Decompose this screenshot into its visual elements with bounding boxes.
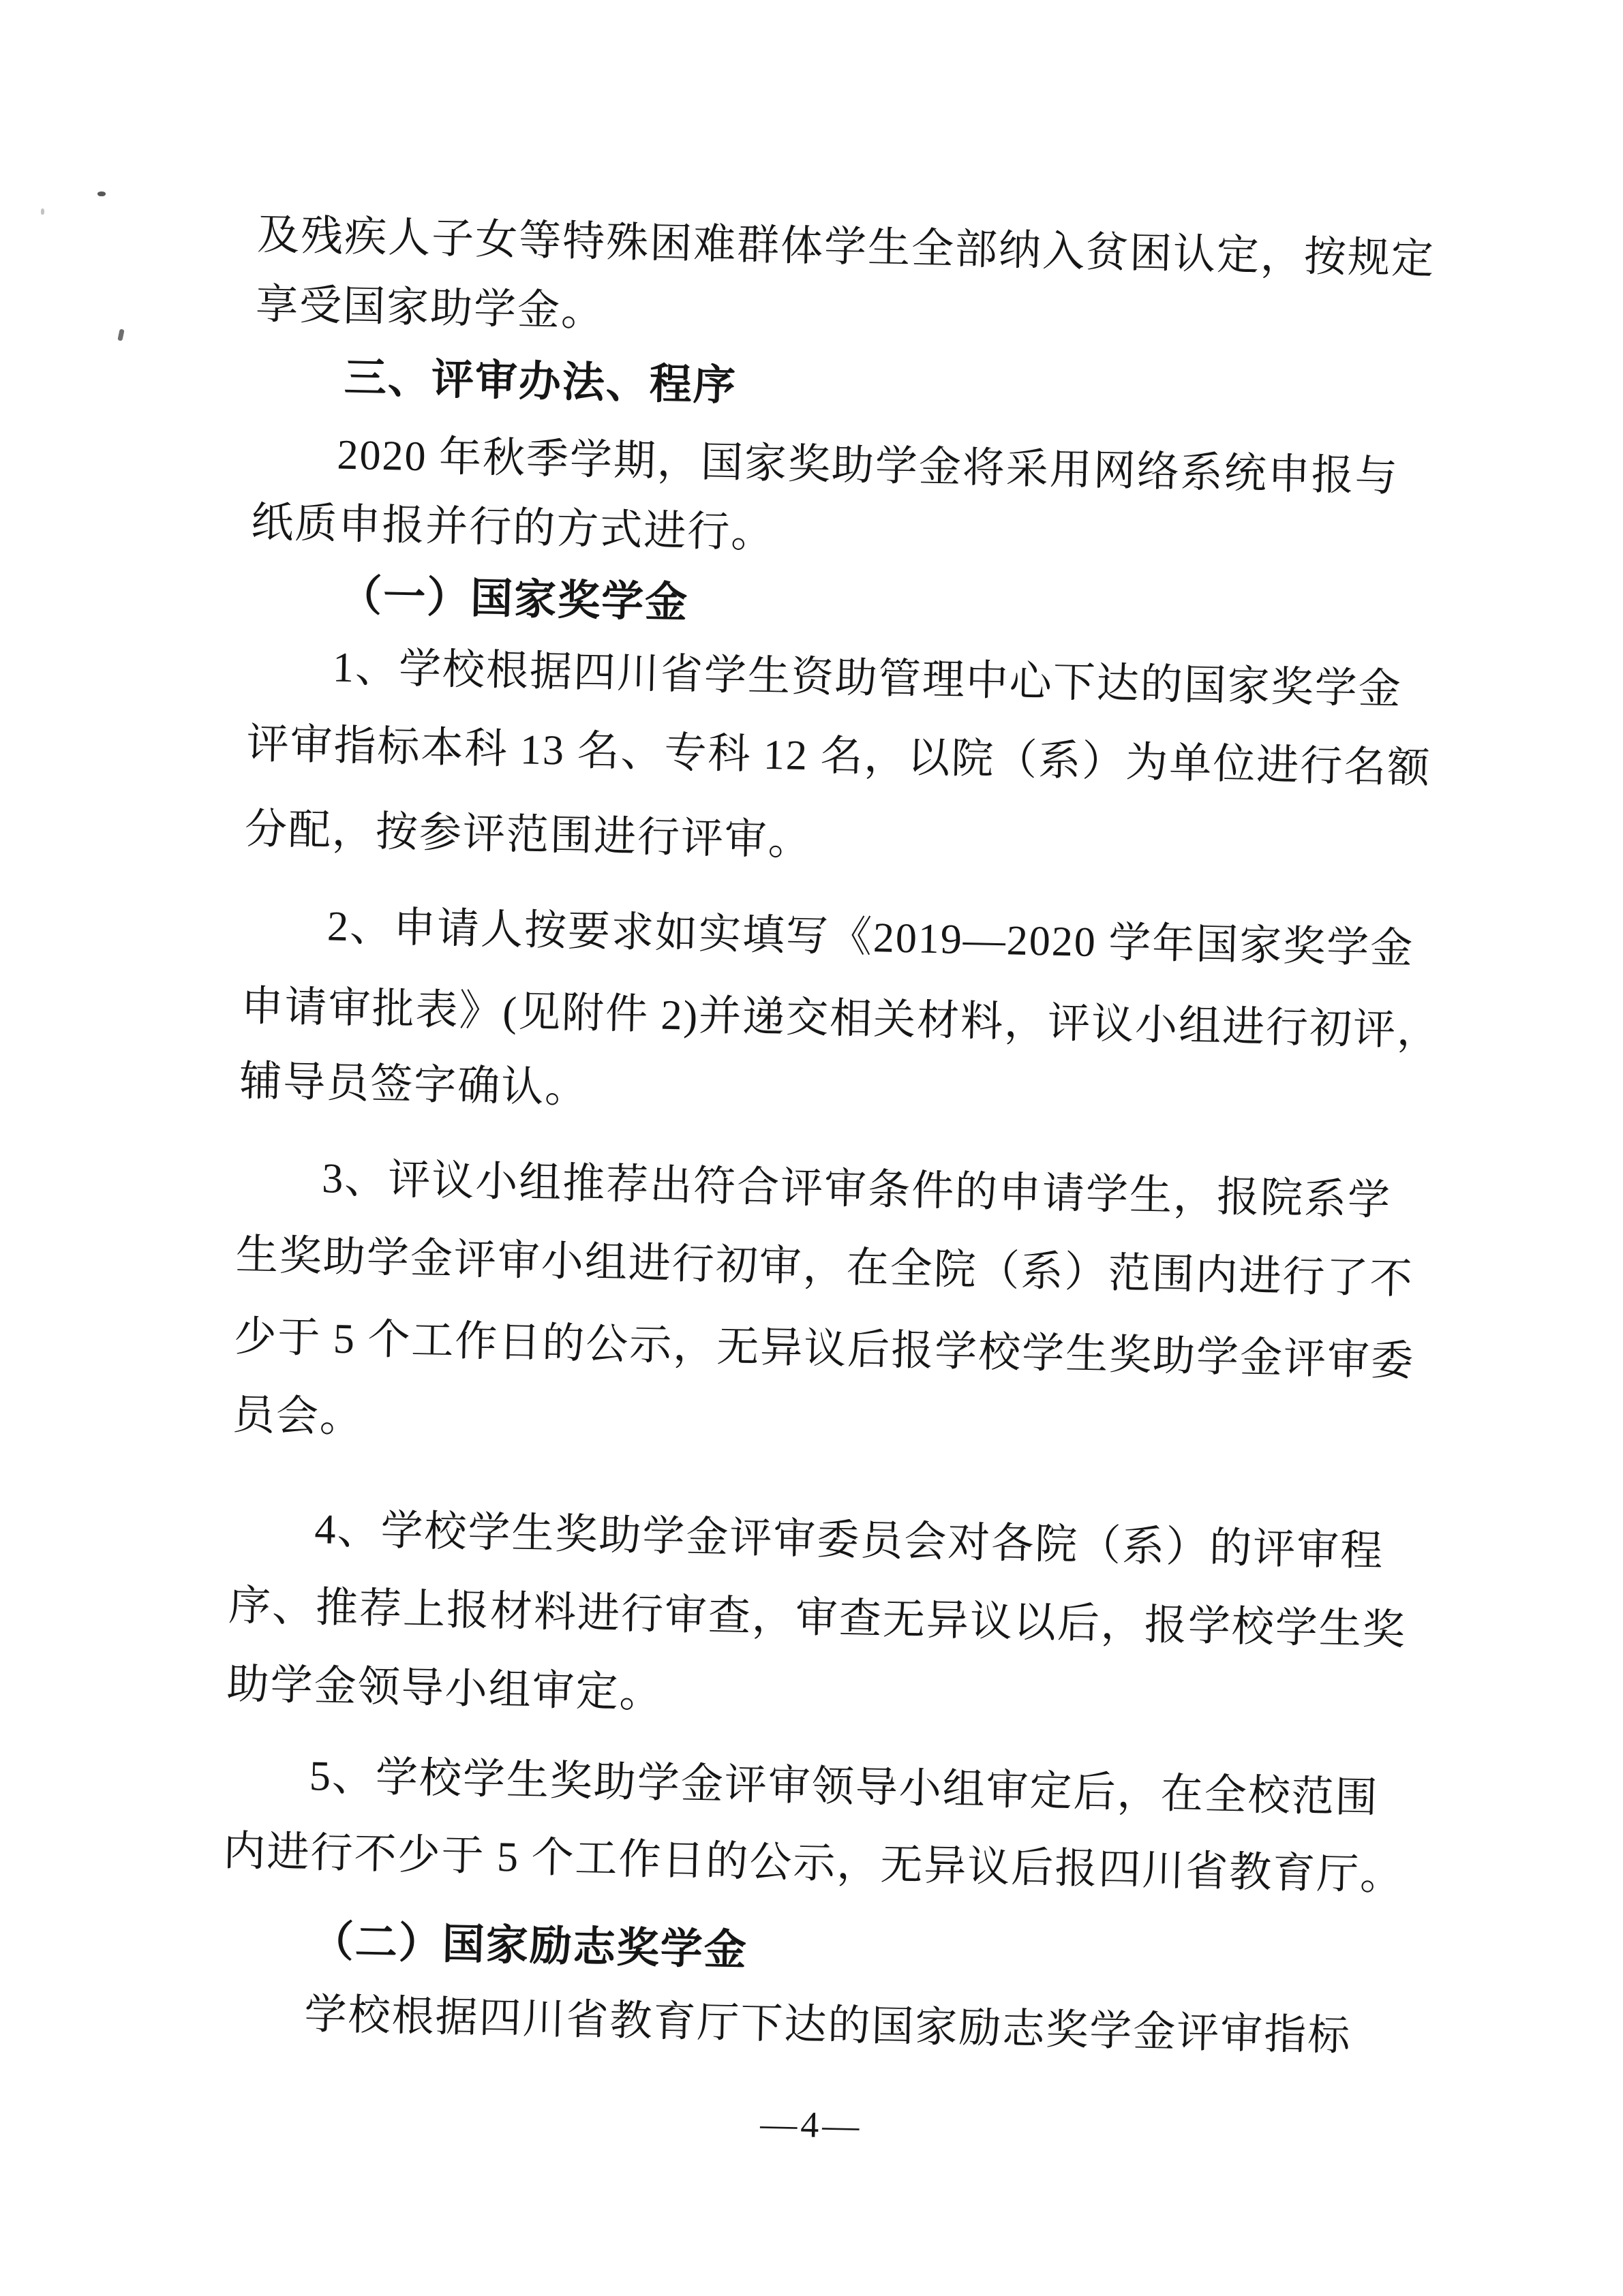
text-line-23: 学校根据四川省教育厅下达的国家励志奖学金评审指标 bbox=[303, 1991, 1352, 2060]
text-line-18: 序、推荐上报材料进行审查，审查无异议以后，报学校学生奖 bbox=[228, 1582, 1407, 1654]
scan-artifact bbox=[97, 192, 106, 196]
text-line-07: 1、学校根据四川省学生资助管理中心下达的国家奖学金 bbox=[332, 644, 1403, 714]
text-line-14: 生奖助学金评审小组进行初审，在全院（系）范围内进行了不 bbox=[235, 1231, 1414, 1303]
text-line-15: 少于 5 个工作日的公示，无异议后报学校学生奖助学金评审委 bbox=[233, 1313, 1415, 1385]
text-line-11: 申请审批表》(见附件 2)并递交相关材料，评议小组进行初评， bbox=[240, 983, 1441, 1055]
text-line-16: 员会。 bbox=[232, 1392, 364, 1441]
text-line-19: 助学金领导小组审定。 bbox=[226, 1661, 664, 1717]
heading-national-scholarship: （一）国家奖学金 bbox=[339, 572, 689, 627]
text-line-02: 享受国家助学金。 bbox=[255, 281, 605, 335]
document-text-block bbox=[217, 211, 1445, 2158]
text-line-01: 及残疾人子女等特殊困难群体学生全部纳入贫困认定，按规定 bbox=[256, 211, 1436, 284]
scan-artifact bbox=[117, 328, 124, 341]
scan-artifact bbox=[41, 209, 44, 215]
page-number: —4— bbox=[759, 2103, 863, 2147]
text-line-17: 4、学校学生奖助学金评审委员会对各院（系）的评审程 bbox=[314, 1506, 1384, 1576]
text-line-04: 2020 年秋季学期，国家奖助学金将采用网络系统申报与 bbox=[336, 431, 1399, 501]
text-line-20: 5、学校学生奖助学金评审领导小组审定后，在全校范围 bbox=[309, 1753, 1380, 1822]
text-line-09: 分配，按参评范围进行评审。 bbox=[244, 806, 813, 865]
heading-review-method: 三、评审办法、程序 bbox=[344, 354, 738, 410]
text-line-13: 3、评议小组推荐出符合评审条件的申请学生，报院系学 bbox=[321, 1155, 1392, 1225]
text-line-05: 纸质申报并行的方式进行。 bbox=[250, 499, 775, 557]
text-line-08: 评审指标本科 13 名、专科 12 名，以院（系）为单位进行名额 bbox=[245, 720, 1431, 793]
text-line-12: 辅导员签字确认。 bbox=[239, 1058, 589, 1112]
heading-encouragement-scholarship: （二）国家励志奖学金 bbox=[311, 1918, 748, 1974]
text-line-10: 2、申请人按要求如实填写《2019—2020 学年国家奖学金 bbox=[327, 903, 1414, 973]
text-line-21: 内进行不少于 5 个工作日的公示，无异议后报四川省教育厅。 bbox=[222, 1828, 1404, 1899]
